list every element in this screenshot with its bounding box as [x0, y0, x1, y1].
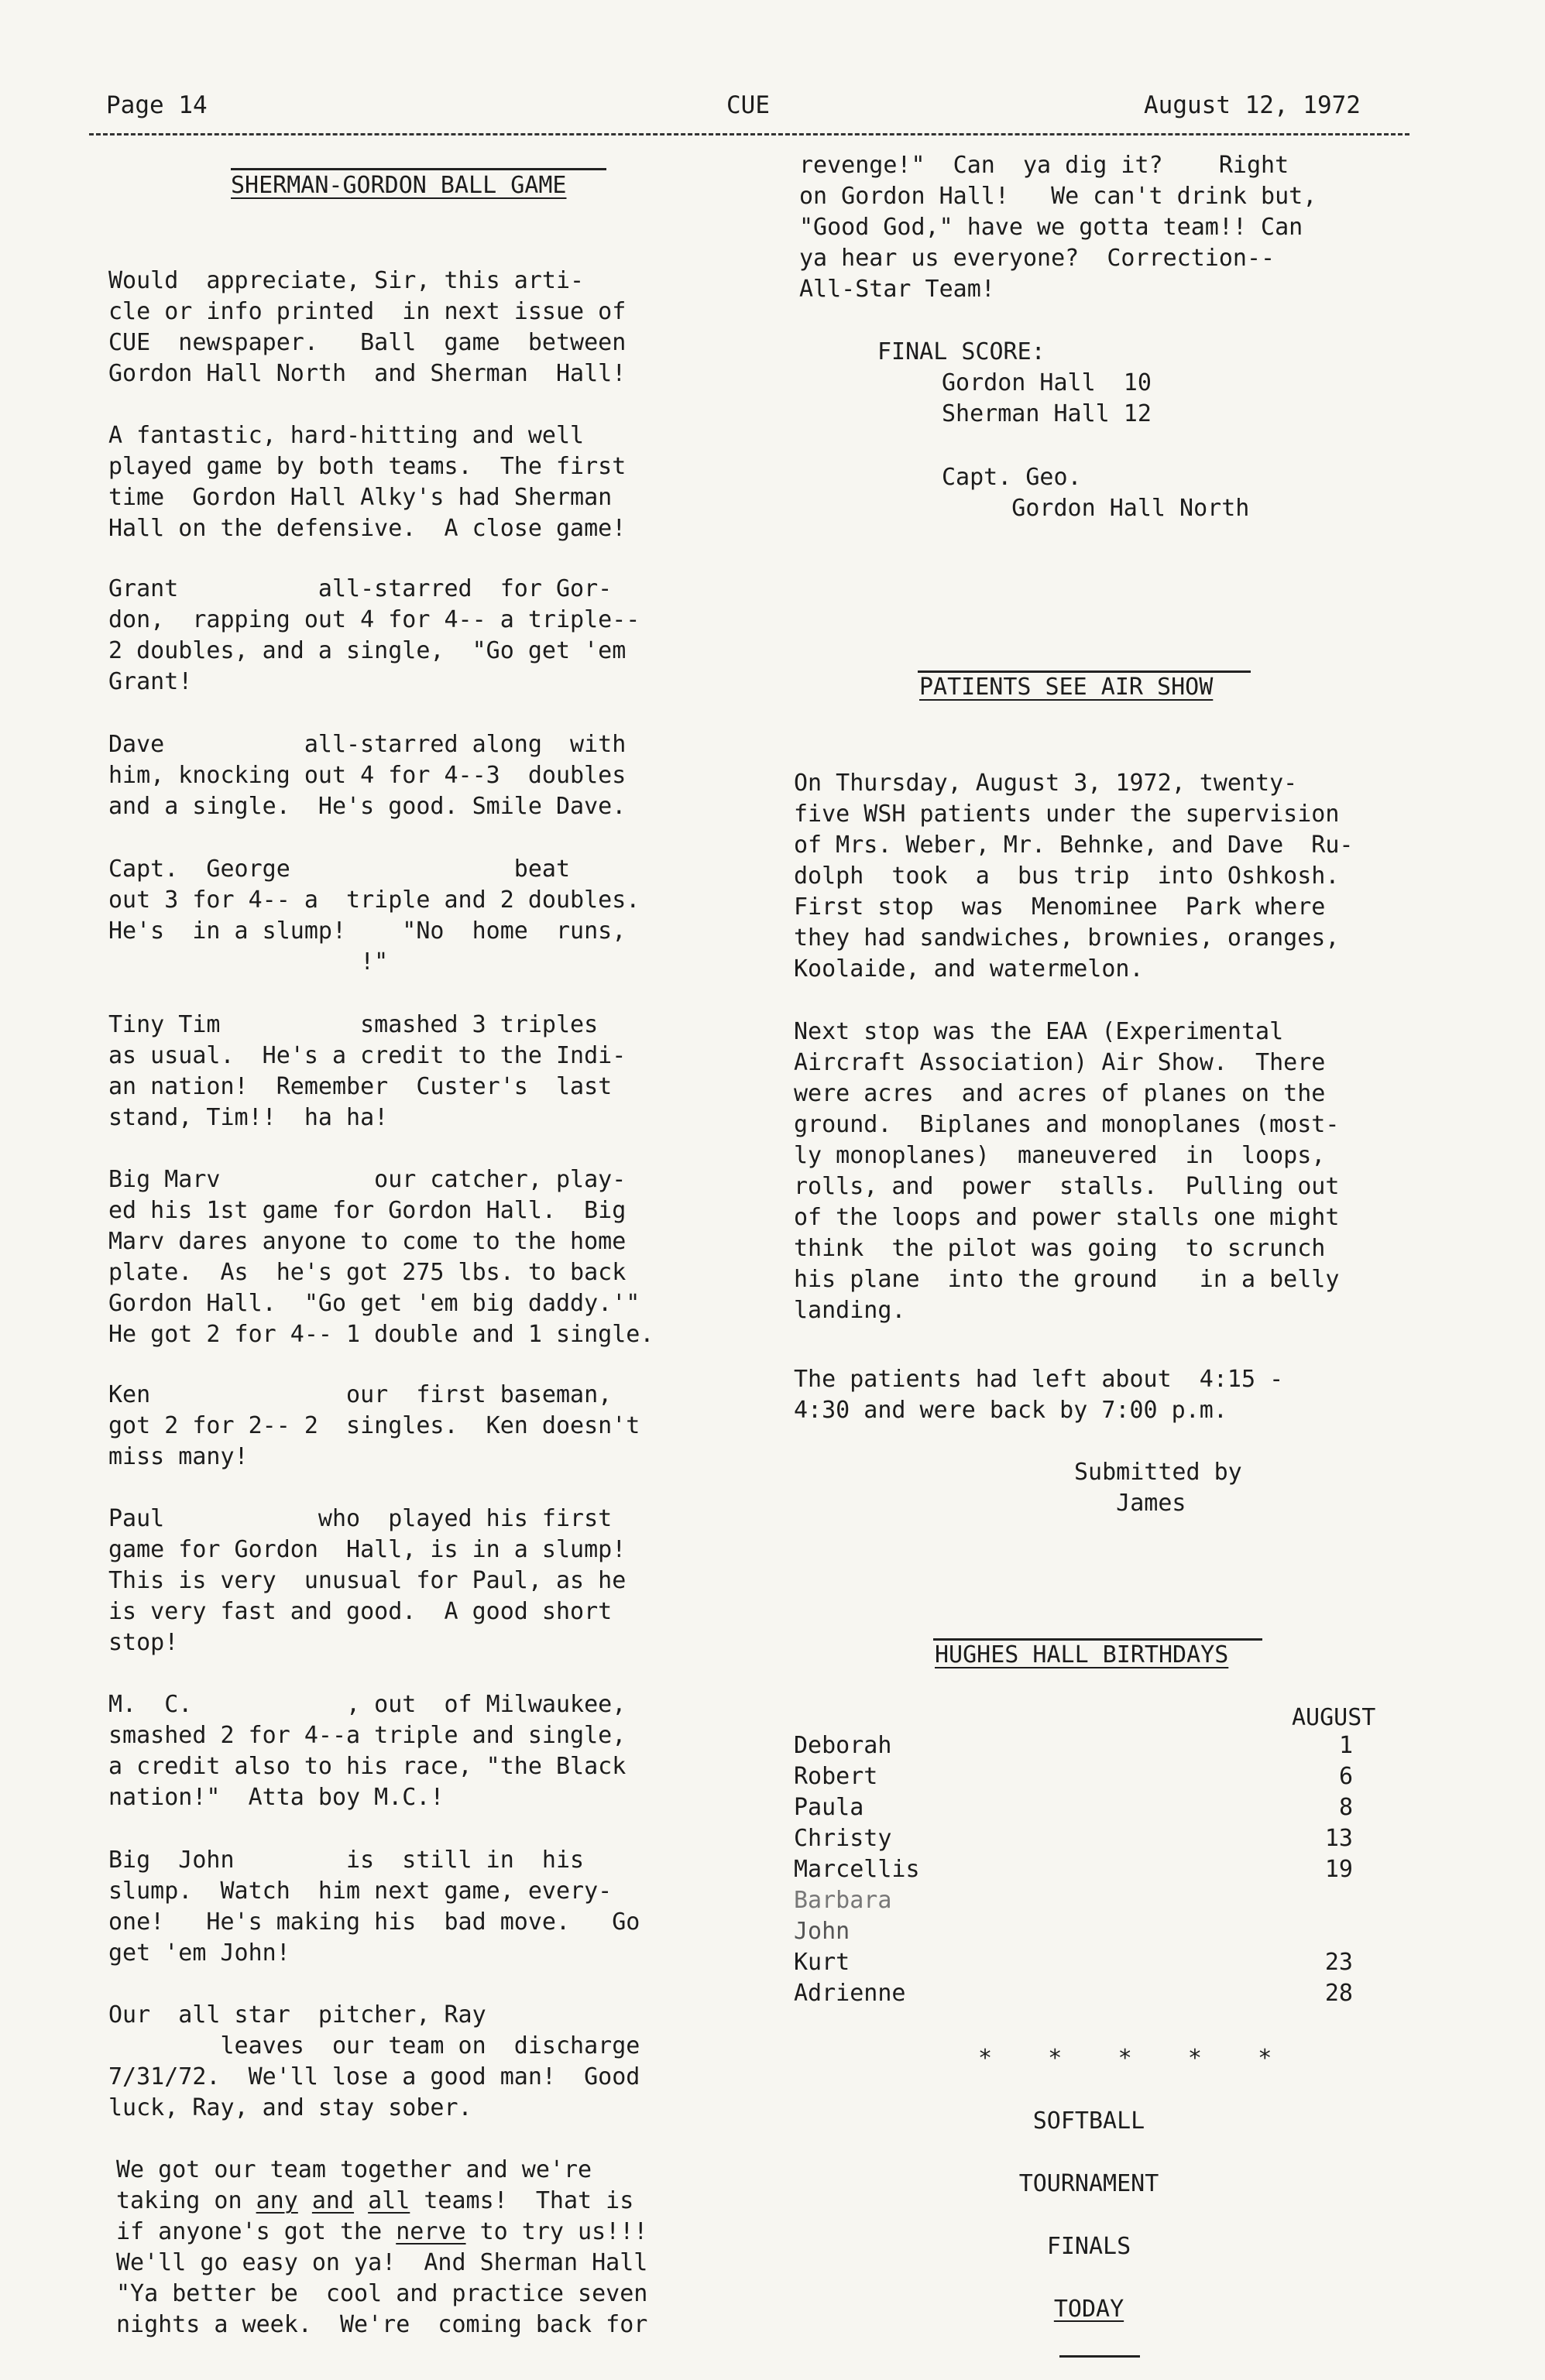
softball-line-3: FINALS — [1046, 2233, 1131, 2260]
birthday-day: 6 — [1338, 1763, 1353, 1790]
ballgame-continued: revenge!" Can ya dig it? Right on Gordon Hall! We can't drink but, "Good God," have we gotta team!! Can ya hear us everyone? Correction-- All-Star Team! — [799, 152, 1317, 303]
birthday-name: Paula — [794, 1794, 864, 1821]
softball-line-1: SOFTBALL — [1032, 2107, 1145, 2135]
ballgame-para-tiny-tim: Tiny Tim smashed 3 triples as usual. He's a credit to the Indi- an nation! Remember Custer's last stand, Tim!! ha ha! — [108, 1011, 627, 1131]
birthday-month: AUGUST — [1292, 1704, 1376, 1731]
ballgame-para-grant: Grant all-starred for Gor- don, rapping out 4 for 4-- a triple-- 2 doubles, and a single, "Go get 'em Grant! — [108, 575, 640, 695]
final-score-lines: Gordon Hall 10 Sherman Hall 12 — [942, 369, 1152, 427]
softball-line-4: TODAY — [1053, 2296, 1124, 2323]
ballgame-para-dave: Dave all-starred along with him, knocking out 4 for 4--3 doubles and a single. He's good. Smile Dave. — [108, 731, 627, 820]
title-overline — [933, 1638, 1262, 1641]
ballgame-closing — [116, 2155, 647, 2341]
title-overline — [231, 168, 606, 170]
birthdays-title: HUGHES HALL BIRTHDAYS — [935, 1641, 1229, 1668]
birthday-name: Kurt — [794, 1949, 850, 1976]
birthday-day: 23 — [1324, 1949, 1353, 1976]
ballgame-para-paul: Paul who played his first game for Gordon Hall, is in a slump! This is very unusual for Paul, as he is very fast and good. A good short stop! — [108, 1505, 627, 1656]
emphasis-all: all — [368, 2187, 410, 2214]
closing-text — [354, 2187, 368, 2214]
closing-text: if anyone's got the — [116, 2218, 397, 2245]
ballgame-para-george: Capt. George beat out 3 for 4-- a triple and 2 doubles. He's in a slump! "No home runs, !" — [108, 856, 640, 976]
closing-text: teams! That is — [410, 2187, 634, 2214]
birthday-name: Deborah — [794, 1732, 892, 1759]
birthday-day: 8 — [1338, 1794, 1353, 1821]
ballgame-para-intro: Would appreciate, Sir, this arti- cle or info printed in next issue of CUE newspaper. Ball game between Gordon Hall North and Sherman Hall! — [108, 267, 627, 387]
airshow-para-3: The patients had left about 4:15 - 4:30 and were back by 7:00 p.m. — [794, 1366, 1284, 1424]
closing-line-3 — [116, 2218, 647, 2245]
section-stars: * * * * * — [978, 2045, 1272, 2072]
ballgame-title: SHERMAN-GORDON BALL GAME — [231, 172, 567, 199]
birthday-name: Christy — [794, 1825, 892, 1852]
airshow-para-2: Next stop was the EAA (Experimental Aircraft Association) Air Show. There were acres and acres of planes on the ground. Biplanes and monoplanes (most- ly monoplanes) maneuvered in loops, rolls, and power stalls. Pulling out of the loops and power stalls one might think the pilot was going to scrunch his plane into the ground in a belly landing. — [794, 1018, 1340, 1324]
emphasis-nerve: nerve — [396, 2218, 466, 2245]
ballgame-para-big-marv: Big Marv our catcher, play- ed his 1st game for Gordon Hall. Big Marv dares anyone to come to the home plate. As he's got 275 lbs. to back Gordon Hall. "Go get 'em big daddy.'" He got 2 for 4-- 1 double and 1 single. — [108, 1166, 654, 1348]
birthday-name: Marcellis — [794, 1856, 920, 1883]
emphasis-any: any — [256, 2187, 298, 2214]
birthday-day: 1 — [1338, 1732, 1353, 1759]
airshow-title: PATIENTS SEE AIR SHOW — [919, 674, 1214, 701]
closing-line-4: We'll go easy on ya! And Sherman Hall "Ya better be cool and practice seven nights a week. We're coming back for — [116, 2249, 648, 2338]
end-rule — [1059, 2355, 1140, 2358]
birthday-name: Adrienne — [794, 1980, 906, 2007]
birthday-name: Robert — [794, 1763, 878, 1790]
newsletter-name: CUE — [726, 91, 770, 119]
closing-line-2 — [116, 2187, 633, 2214]
final-score-label: FINAL SCORE: — [877, 338, 1045, 365]
emphasis-and: and — [311, 2187, 355, 2214]
ballgame-para-mc: M. C. , out of Milwaukee, smashed 2 for 4--a triple and single, a credit also to his race, "the Black nation!" Atta boy M.C.! — [108, 1691, 627, 1811]
ballgame-signature: Capt. Geo. Gordon Hall North — [942, 464, 1250, 522]
title-overline — [918, 670, 1251, 673]
closing-text: to try us!!! — [465, 2218, 648, 2245]
page-number: Page 14 — [106, 91, 208, 119]
birthday-day: 28 — [1324, 1980, 1353, 2007]
birthday-name: John — [794, 1918, 850, 1945]
closing-text — [298, 2187, 312, 2214]
issue-date: August 12, 1972 — [1144, 91, 1361, 119]
airshow-submitted: Submitted by James — [1074, 1459, 1242, 1517]
softball-line-2: TOURNAMENT — [1018, 2170, 1159, 2197]
airshow-para-1: On Thursday, August 3, 1972, twenty- five WSH patients under the supervision of Mrs. Weber, Mr. Behnke, and Dave Ru- dolph took a bus trip into Oshkosh. First stop was Menominee Park where they had sandwiches, brownies, oranges, Koolaide, and watermelon. — [794, 770, 1354, 983]
header-rule — [89, 133, 1409, 135]
ballgame-para-ray: Our all star pitcher, Ray leaves our team on discharge 7/31/72. We'll lose a good man! Good luck, Ray, and stay sober. — [108, 2001, 640, 2121]
birthday-day: 13 — [1324, 1825, 1353, 1852]
ballgame-para-summary: A fantastic, hard-hitting and well played game by both teams. The first time Gordon Hall Alky's had Sherman Hall on the defensive. A close game! — [108, 422, 627, 542]
ballgame-para-ken: Ken our first baseman, got 2 for 2-- 2 singles. Ken doesn't miss many! — [108, 1381, 640, 1470]
birthday-name: Barbara — [794, 1887, 892, 1914]
birthday-day: 19 — [1324, 1856, 1353, 1883]
closing-text: taking on — [116, 2187, 256, 2214]
closing-line-1: We got our team together and we're — [116, 2156, 592, 2183]
ballgame-para-big-john: Big John is still in his slump. Watch him next game, every- one! He's making his bad move. Go get 'em John! — [108, 1847, 640, 1967]
